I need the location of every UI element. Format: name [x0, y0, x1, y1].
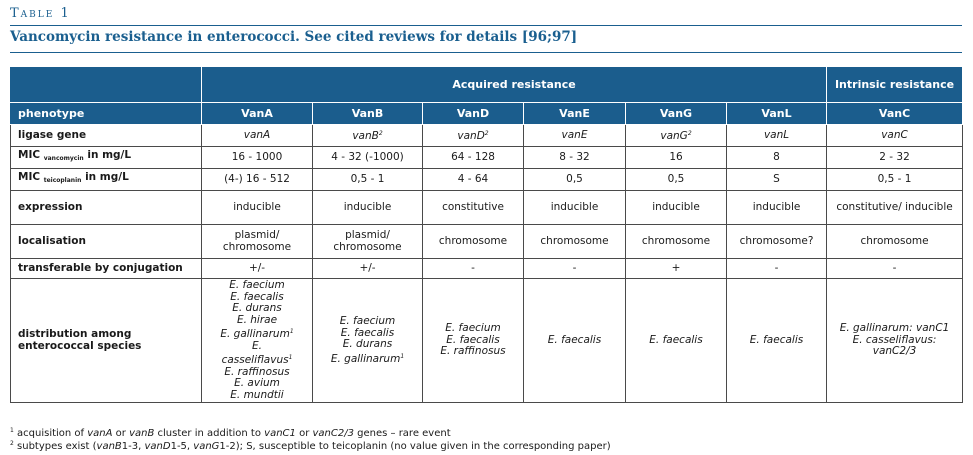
- table-row: [11, 279, 963, 403]
- expression-vanb: inducible: [313, 191, 423, 225]
- phenotype-vane: VanE: [524, 103, 626, 125]
- phenotype-vand: VanD: [423, 103, 524, 125]
- mic-teico-vane: 0,5: [524, 169, 626, 191]
- mic-vanco-vand: 64 - 128: [423, 147, 524, 169]
- row-label-mic-teicoplanin: MIC $_{teicoplanin}$ in mg/L: [11, 169, 202, 191]
- phenotype-vanl: VanL: [727, 103, 827, 125]
- ligase-vana: [202, 125, 313, 147]
- species-name: E. faecium: [445, 322, 501, 335]
- mic-teico-vanb: 0,5 - 1: [313, 169, 423, 191]
- ligase-vane: [524, 125, 626, 147]
- phenotype-vang: VanG: [626, 103, 727, 125]
- species-name: E. raffinosus: [224, 365, 290, 378]
- transferable-vanc: -: [827, 259, 963, 279]
- species-name: E.: [252, 339, 262, 352]
- mic-teico-vand: 4 - 64: [423, 169, 524, 191]
- group-header-row: [11, 67, 963, 103]
- species-name: E. faecalis: [230, 290, 284, 303]
- distribution-vang: E. faecalis: [626, 279, 727, 403]
- table-row: [11, 169, 963, 191]
- phenotype-vanc: VanC: [827, 103, 963, 125]
- cell-value: vanG: [660, 130, 688, 143]
- species-name: E. durans: [232, 302, 282, 314]
- cell-value: vanE: [561, 128, 588, 141]
- table-row: [11, 225, 963, 259]
- table-row: [11, 259, 963, 279]
- ligase-vanb: [313, 125, 423, 147]
- phenotype-row: [11, 103, 963, 125]
- localisation-vanb: plasmid/ chromosome: [313, 225, 423, 259]
- intrinsic-resistance-header: Intrinsic resistance: [827, 67, 963, 103]
- transferable-vana: +/-: [202, 259, 313, 279]
- localisation-vane: chromosome: [524, 225, 626, 259]
- localisation-vana: plasmid/ chromosome: [202, 225, 313, 259]
- row-label-expression: expression: [11, 191, 202, 225]
- distribution-vanc: [827, 279, 963, 403]
- species-name: E. faecalis: [340, 326, 395, 339]
- expression-vane: inducible: [524, 191, 626, 225]
- species-name: E. faecium: [339, 315, 396, 327]
- phenotype-label: phenotype: [11, 103, 202, 125]
- distribution-vanl: E. faecalis: [727, 279, 827, 403]
- row-label-localisation: localisation: [11, 225, 202, 259]
- mic-teico-vanl: S: [727, 169, 827, 191]
- mic-vanco-vana: 16 - 1000: [202, 147, 313, 169]
- distribution-vana: [202, 279, 313, 403]
- mic-vanco-vanl: 8: [727, 147, 827, 169]
- localisation-vanl: chromosome?: [727, 225, 827, 259]
- ligase-vand: [423, 125, 524, 147]
- expression-vanc: constitutive/ inducible: [827, 191, 963, 225]
- ligase-vanc: [827, 125, 963, 147]
- cell-value: vanD: [457, 130, 485, 143]
- species-name: casseliflavus$^1$: [221, 354, 293, 366]
- mic-teico-vang: 0,5: [626, 169, 727, 191]
- footnote-mark: 2: [687, 130, 692, 138]
- species-name: E. gallinarum$^1$: [330, 352, 405, 365]
- empty-header-cell: [11, 67, 202, 103]
- species-name: E. mundtii: [230, 388, 284, 401]
- row-label-mic-vancomycin: MIC $_{vancomycin}$ in mg/L: [11, 147, 202, 169]
- cell-value: vanB: [352, 130, 379, 143]
- transferable-vand: -: [423, 259, 524, 279]
- localisation-vand: chromosome: [423, 225, 524, 259]
- caption-rule: [10, 52, 962, 53]
- mic-vanco-vanb: 4 - 32 (-1000): [313, 147, 423, 169]
- expression-vand: constitutive: [423, 191, 524, 225]
- cell-value: vanC: [881, 128, 908, 141]
- transferable-vanb: +/-: [313, 259, 423, 279]
- table-row: [11, 147, 963, 169]
- localisation-vang: chromosome: [626, 225, 727, 259]
- cell-value: vanA: [243, 128, 271, 141]
- cell-value: vanL: [763, 128, 790, 141]
- top-rule: [10, 25, 962, 26]
- phenotype-vana: VanA: [202, 103, 313, 125]
- species-name: E. avium: [234, 377, 280, 389]
- footnote-2: $^2$ subtypes exist (vanB1-3, vanD1-5, vanG1-2); S, susceptible to teicoplanin (no value given in the corresponding paper): [10, 440, 611, 452]
- expression-vang: inducible: [626, 191, 727, 225]
- distribution-vanb: [313, 279, 423, 403]
- species-name: E. raffinosus: [440, 345, 506, 358]
- ligase-vang: [626, 125, 727, 147]
- acquired-resistance-header: Acquired resistance: [202, 67, 827, 103]
- row-label-ligase: ligase gene: [11, 125, 202, 147]
- expression-vanl: inducible: [727, 191, 827, 225]
- species-name: E. durans: [342, 338, 393, 350]
- distribution-vand: [423, 279, 524, 403]
- vancomycin-resistance-table: [10, 66, 963, 403]
- species-name: E. casseliflavus:: [852, 333, 937, 346]
- distribution-vane: E. faecalis: [524, 279, 626, 403]
- ligase-vanl: [727, 125, 827, 147]
- species-name: E. gallinarum$^1$: [220, 328, 294, 340]
- mic-vanco-vang: 16: [626, 147, 727, 169]
- species-name: E. gallinarum: vanC1: [839, 322, 950, 335]
- expression-vana: inducible: [202, 191, 313, 225]
- mic-vanco-vane: 8 - 32: [524, 147, 626, 169]
- transferable-vane: -: [524, 259, 626, 279]
- localisation-vanc: chromosome: [827, 225, 963, 259]
- mic-teico-vana: (4-) 16 - 512: [202, 169, 313, 191]
- transferable-vang: +: [626, 259, 727, 279]
- phenotype-vanb: VanB: [313, 103, 423, 125]
- row-label-distribution: distribution among enterococcal species: [11, 279, 202, 403]
- row-label-transferable: transferable by conjugation: [11, 259, 202, 279]
- footnote-mark: 2: [484, 130, 489, 138]
- table-label: Table 1: [10, 6, 71, 21]
- footnote-mark: 2: [378, 130, 383, 138]
- transferable-vanl: -: [727, 259, 827, 279]
- species-name: E. faecium: [229, 279, 285, 291]
- mic-vanco-vanc: 2 - 32: [827, 147, 963, 169]
- species-name: vanC2/3: [872, 345, 917, 358]
- footnote-1: $^1$ acquisition of vanA or vanB cluster in addition to vanC1 or vanC2/3 genes – rare event: [10, 427, 451, 439]
- mic-teico-vanc: 0,5 - 1: [827, 169, 963, 191]
- species-name: E. hirae: [236, 313, 278, 326]
- table-row: [11, 125, 963, 147]
- species-name: E. faecalis: [446, 333, 500, 346]
- table-row: [11, 191, 963, 225]
- table-caption: Vancomycin resistance in enterococci. See cited reviews for details [96;97]: [10, 29, 578, 45]
